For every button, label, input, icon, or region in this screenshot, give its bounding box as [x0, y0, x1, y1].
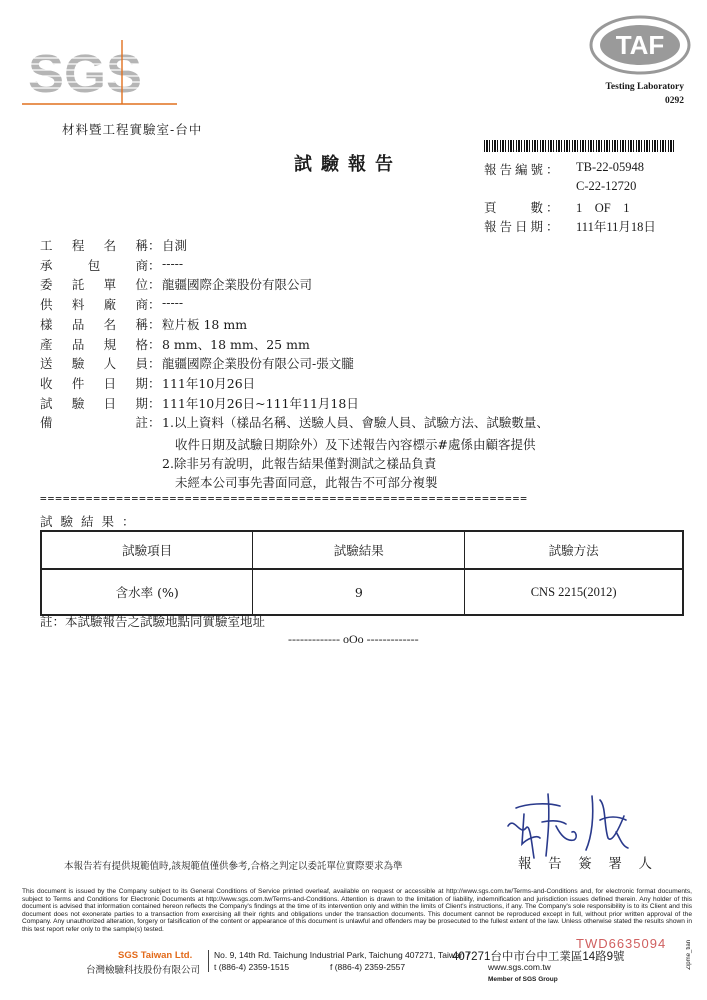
- fine-print: This document is issued by the Company subject to its General Conditions of Service printed overleaf, available on request or accessible at http://www.sgs.com.tw/Terms-and-Conditions and, for electronic format documents, subject to Terms and Conditions for Electronic Documents at http://www.sgs.com.tw/Terms-and-Conditions. Attention is drawn to the limitation of liability, indemnification and jurisdiction issues defined therein. Any holder of this document is advised that information contained hereon reflects the Company's findings at the time of its intervention only and within the limits of Client's instructions, if any. The Company's sole responsibility is to its Client and this document does not exonerate parties to a transaction from exercising all their rights and obligations under the transaction documents. This document cannot be reproduced except in full, without prior written approval of the Company. Any unauthorized alteration, forgery or falsification of the content or appearance of this document is unlawful and offenders may be prosecuted to the fullest extent of the law. Unless otherwise stated the results shown in this test report refer only to the sample(s) tested.: [22, 888, 692, 933]
- footer-divider: [208, 950, 209, 972]
- field-label: 供 料 廠 商: [40, 297, 148, 313]
- taf-number: 0292: [665, 96, 684, 106]
- footer-fax: f (886-4) 2359-2557: [330, 962, 406, 972]
- field-row: [40, 256, 680, 275]
- field-label: 工 程 名 稱: [40, 238, 148, 253]
- field-value: -----: [162, 255, 184, 271]
- field-value: -----: [162, 295, 184, 311]
- field-label: 備 註: [40, 415, 148, 431]
- footer-member: Member of SGS Group: [488, 976, 558, 983]
- lab-name: 材料暨工程實驗室-台中: [62, 122, 203, 137]
- barcode: [484, 140, 674, 152]
- footer-address-en: No. 9, 14th Rd. Taichung Industrial Park, Taichung 407271, Taiwan /: [214, 950, 470, 960]
- field-label: 送 驗 人 員: [40, 356, 148, 372]
- field-colon: ：: [148, 297, 161, 313]
- field-row: [40, 295, 680, 314]
- field-row: [40, 315, 680, 334]
- remark-line-3: 2.除非另有說明，此報告結果僅對測試之樣品負責: [162, 456, 437, 471]
- field-value: 1.以上資料（樣品名稱、送驗人員、會驗人員、試驗方法、試驗數量、: [162, 415, 549, 431]
- field-colon: ：: [148, 316, 161, 332]
- field-colon: ：: [148, 257, 161, 273]
- field-row: [40, 374, 680, 393]
- footer-address-cn: 407271台中市台中工業區14路9號: [452, 951, 625, 963]
- field-label: 承 包 商: [40, 257, 148, 273]
- header-test-method: 試驗方法: [465, 531, 683, 569]
- meta-page-count: 頁 數： 1 OF 1: [484, 200, 630, 215]
- field-colon: ：: [148, 415, 161, 431]
- meta-report-number: 報告編號： TB-22-05948: [484, 160, 645, 177]
- table-row: [41, 569, 683, 615]
- results-label: 試驗結果：: [40, 514, 143, 529]
- footer-company-en: SGS Taiwan Ltd.: [118, 950, 193, 961]
- field-colon: ：: [148, 395, 161, 411]
- field-colon: ：: [148, 277, 161, 293]
- field-value: 龍疆國際企業股份有限公司: [162, 277, 313, 293]
- field-colon: ：: [148, 356, 161, 372]
- field-row: [40, 275, 680, 294]
- end-mark: ------------- oOo -------------: [288, 632, 419, 646]
- field-colon: ：: [148, 375, 161, 391]
- meta-report-date: 報告日期： 111年11月18日: [484, 219, 656, 234]
- report-meta: [484, 160, 684, 240]
- field-value: 粒片板 18 mm: [162, 316, 248, 332]
- stamp-number: TWD6635094: [576, 936, 667, 951]
- results-table: [40, 530, 684, 616]
- cell-test-method: CNS 2215(2012): [465, 569, 683, 615]
- signer-label: 報 告 簽 署 人: [518, 856, 652, 872]
- results-header-row: [41, 531, 683, 569]
- svg-text:TAF: TAF: [615, 30, 665, 60]
- header-test-result: 試驗結果: [253, 531, 465, 569]
- field-value: 111年10月26日: [162, 375, 256, 391]
- cell-test-result: 9: [253, 569, 465, 615]
- field-value: 111年10月26日~111年11月18日: [162, 395, 359, 411]
- footer-web: www.sgs.com.tw: [488, 962, 551, 972]
- field-row: [40, 335, 680, 354]
- field-value: 龍疆國際企業股份有限公司-張文朧: [162, 356, 354, 372]
- field-value: 自測: [162, 238, 188, 253]
- side-text: Zipme_tian: [686, 940, 692, 970]
- taf-logo: [588, 14, 692, 76]
- remark-line-4: 未經本公司事先書面同意，此報告不可部分複製: [175, 475, 438, 490]
- footer-tel: t (886-4) 2359-1515: [214, 962, 290, 972]
- field-label: 樣 品 名 稱: [40, 316, 148, 332]
- field-label: 試 驗 日 期: [40, 395, 148, 411]
- cell-test-item: 含水率 (%): [41, 569, 253, 615]
- footer-company-cn: 台灣檢驗科技股份有限公司: [86, 965, 201, 976]
- remark-line-2: 收件日期及試驗日期除外）及下述報告內容標示#處係由顧客提供: [175, 437, 536, 452]
- field-value: 8 mm、18 mm、25 mm: [162, 336, 310, 352]
- field-label: 收 件 日 期: [40, 375, 148, 391]
- sgs-logo: [22, 40, 177, 110]
- footnote: 註：本試驗報告之試驗地點同實驗室地址: [40, 614, 266, 629]
- separator-line: ================================================================: [40, 492, 528, 505]
- taf-testing-lab: Testing Laboratory: [605, 82, 684, 92]
- meta-report-number-2: C-22-12720: [576, 179, 637, 193]
- field-colon: ：: [148, 238, 161, 253]
- svg-text:SGS: SGS: [28, 44, 143, 104]
- field-label: 委 託 單 位: [40, 277, 148, 293]
- header-test-item: 試驗項目: [41, 531, 253, 569]
- disclaimer: 本報告若有提供規範值時,該規範值僅供參考,合格之判定以委託單位實際要求為準: [64, 861, 403, 872]
- field-row: [40, 354, 680, 373]
- field-row: [40, 413, 680, 432]
- field-colon: ：: [148, 336, 161, 352]
- report-title: 試驗報告: [294, 154, 402, 175]
- field-row: [40, 394, 680, 413]
- field-label: 產 品 規 格: [40, 336, 148, 352]
- field-row: [40, 236, 680, 255]
